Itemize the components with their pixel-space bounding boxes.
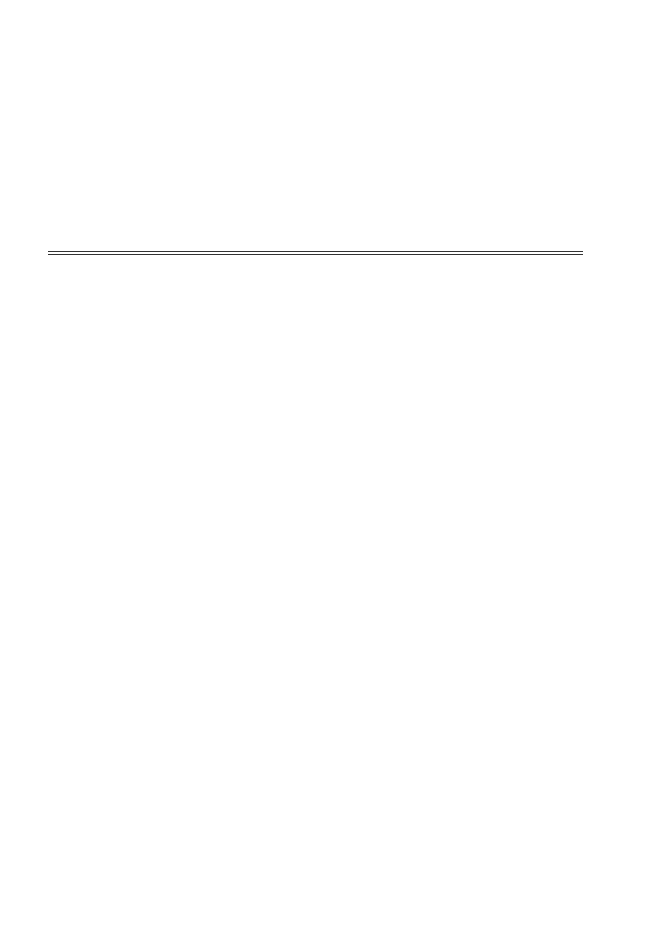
separator-line-upper: [48, 251, 583, 252]
separator-line-lower: [48, 254, 583, 255]
